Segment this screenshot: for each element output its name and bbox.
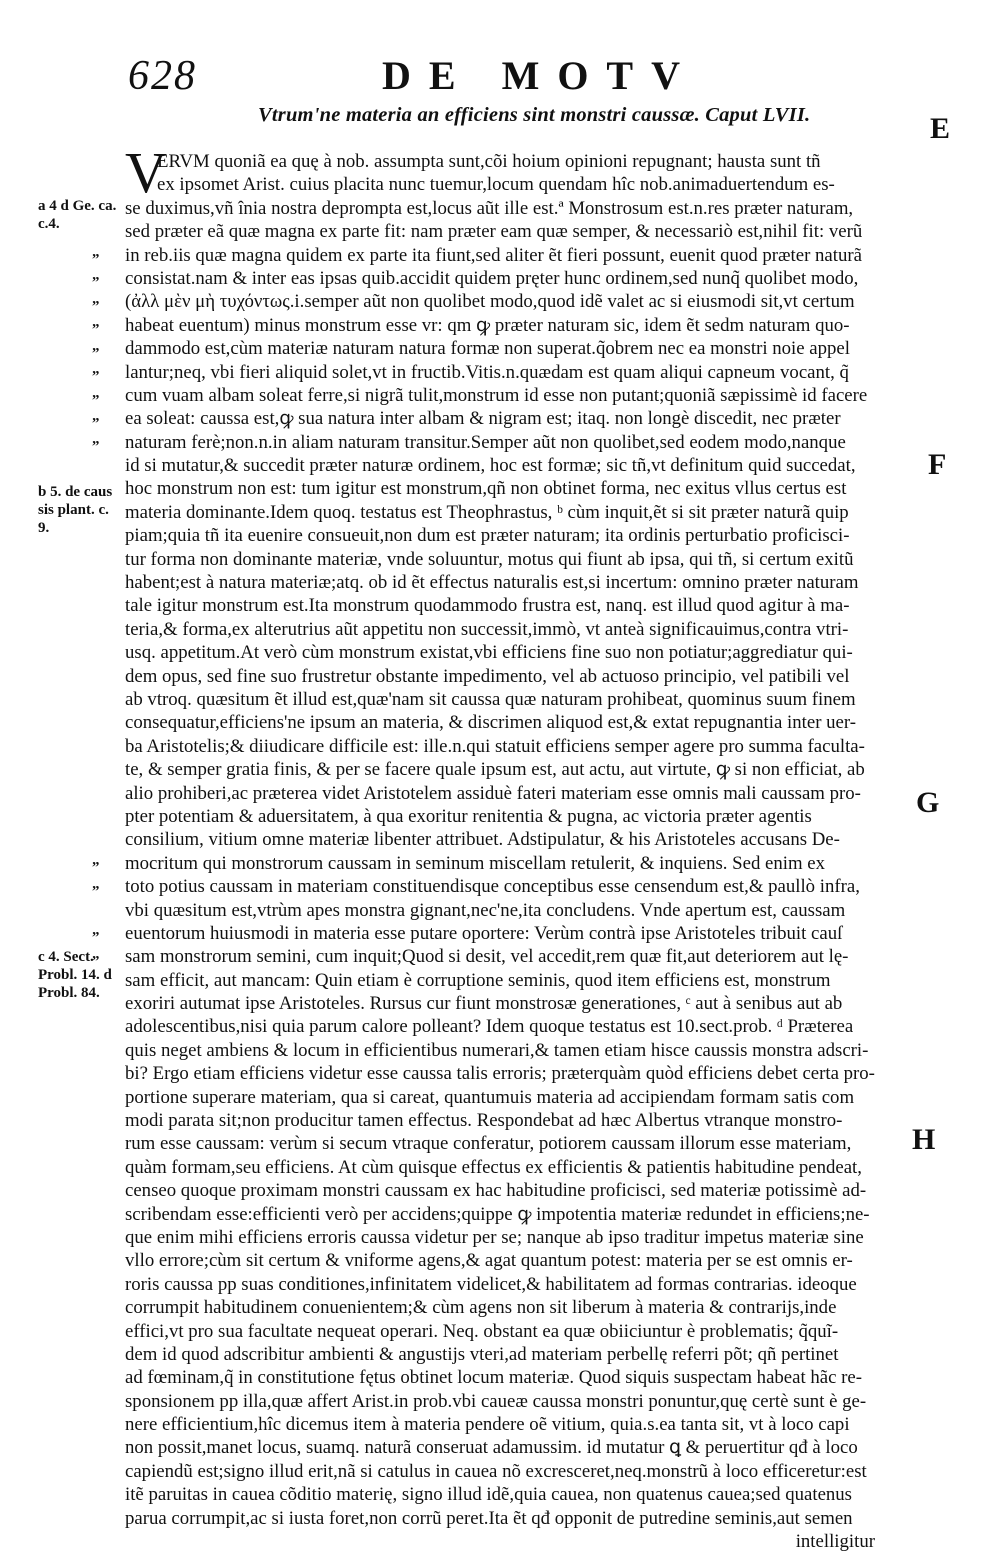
margin-note-c: c 4. Sect. Probl. 14. d Probl. 84. [38,949,112,1001]
text-line: sam monstrorum semini, cum inquit;Quod si desit, vel accedit,rem quæ fit,aut deteriorem aut lę- [125,946,849,968]
quote-mark: „ [92,922,100,938]
text-line: tale igitur monstrum est.Ita monstrum quodammodo frustra est, nanq. est illud quod agitur à ma- [125,595,850,617]
text-line: dem opus, sed fine suo frustretur obstante impedimento, vel ab actuoso principio, vel patibili vel [125,665,850,687]
text-line: cum vuam albam soleat ferre,si nigrã tulit,monstrum id esse non putant;quoniã sæpissimè id facere [125,384,868,406]
text-line: rum esse caussam: verùm si secum vtraque conferatur, potiorem caussam illorum esse materiam, [125,1133,852,1155]
quote-mark: „ [92,338,100,354]
text-line: non possit,manet locus, suamq. naturã conseruat adamussim. id mutatur ꝗ & peruertitur qđ à loco [125,1437,858,1459]
text-line: modi parata sit;non producitur tamen effectus. Respondebat ad hæc Albertus vtranque monstro- [125,1110,843,1132]
text-line: dem id quod adscribitur ambienti & angustijs vteri,ad materiam perbellę referri põt; qñ pertinet [125,1343,839,1365]
chapter-title: Vtrum'ne materia an efficiens sint monstri caussæ. Caput LVII. [258,104,811,126]
text-line: lantur;neq, vbi fieri aliquid solet,vt in fructib.Vitis.n.quædam est quam aliqui capneum vocant, q̃ [125,361,849,383]
text-line: euentorum huiusmodi in materia esse putare oportere: Verùm contrà ipse Aristoteles tribuit cauſ [125,922,843,944]
text-lines [125,140,915,1553]
quote-mark: „ [92,291,100,307]
text-line: ad fœminam,q̃ in constitutione fętus obtinet locum materiæ. Quod siquis suspectam habeat hãc re- [125,1367,862,1389]
quote-mark: „ [92,361,100,377]
text-line: toto potius caussam in materiam constituendisque conceptibus esse censendum est,& paullò infra, [125,876,860,898]
text-line: consistat.nam & inter eas ipsas quib.accidit quidem pręter hunc ordinem,sed nunq̃ quolibet modo, [125,267,859,289]
text-line: ab vtroq. quæsitum ẽt illud est,quæ'nam sit caussa quæ naturam prohibeat, quominus suum finem [125,688,856,710]
text-line: nere efficientium,hîc dicemus item à materia pendere oẽ vitium, quia.s.ea tanta sit, vt à loco capi [125,1414,850,1436]
drop-cap: V [125,140,167,205]
text-line: ba Aristotelis;& diiudicare difficile est: ille.n.qui statuit efficiens semper agere pro summa faculta- [125,735,865,757]
text-line: adolescentibus,nisi quia parum calore polleant? Idem quoque testatus est 10.sect.prob. ᵈ Præterea [125,1016,854,1038]
text-line: pter potentiam & aduersitatem, à qua exoritur renitentia & pugna, ac victoria præter agentis [125,805,812,827]
quote-mark: „ [92,385,100,401]
text-line: que enim mihi efficiens erroris caussa videtur per se; nanque ab ipso traditur impetus materiæ sine [125,1226,864,1248]
text-line: in reb.iis quæ magna quidem ex parte ita fiunt,sed aliter ẽt fieri possunt, euenit quod præter naturã [125,244,862,266]
text-line: quàm formam,seu efficiens. At cùm quisque effectus ex efficientis & patientis habitudine pendeat, [125,1156,862,1178]
quote-mark: „ [92,408,100,424]
text-line: sed præter eã quæ magna ex parte fit: nam præter eam quæ semper, & necessariò est,nihil fit: verũ [125,221,863,243]
section-letter-e: E [930,112,951,145]
text-line: hoc monstrum non est: tum igitur est monstrum,qñ non obtinet forma, nec exitus vllus certus est [125,478,847,500]
text-line: itẽ paruitas in cauea cõditio materię, signo illud idẽ,quia cauea, non quatenus cauea;sed quatenus [125,1484,852,1506]
text-line: sponsionem pp illa,quæ affert Arist.in prob.vbi caueæ caussa monstri ponuntur,quę certè sunt è ge- [125,1390,867,1412]
text-line: habent;est à natura materiæ;atq. ob id ẽt effectus naturalis est,si incertum: omnino præter naturam [125,572,859,594]
text-line: ERVM quoniã ea quę à nob. assumpta sunt,cõi hoium opinioni repugnant; hausta sunt tñ [157,151,821,172]
section-letter-f: F [928,448,947,481]
text-line: consequatur,efficiens'ne ipsum an materia, & discrimen aliquod est,& extat repugnantia inter uer- [125,712,857,734]
text-line: piam;quia tñ ita euenire consueuit,non dum est præter naturam; ita ordinis perturbatio proficisci- [125,525,850,547]
quote-mark: „ [92,244,100,260]
text-line: (ἀλλ μὲν μὴ τυχόντως.i.semper aũt non quolibet modo,quod idẽ valet ac si eiusmodi sit,vt certum [125,291,855,313]
text-line: portione superare materiam, qua si careat, quantumuis materia ad accipiendam formam satis com [125,1086,855,1108]
text-line: parua corrumpit,ac si iusta foret,non corrũ peret.Ita ẽt qđ opponit de putredine seminis,aut semen [125,1507,853,1529]
body-text [125,140,915,1553]
margin-note-a: a 4 d Ge. ca. c.4. [38,198,117,232]
quote-mark: „ [92,876,100,892]
quote-mark: „ [92,267,100,283]
text-line: teria,& forma,ex alterutrius aũt appetitu non successit,immò, vt anteà significauimus,contra vtri- [125,618,849,640]
quote-mark: „ [92,431,100,447]
quote-mark: „ [92,946,100,962]
text-line: naturam ferè;non.n.in aliam naturam transitur.Semper aũt non quolibet,sed eodem modo,nanque [125,431,846,453]
quote-mark: „ [92,852,100,868]
text-line: tur forma non dominante materiæ, vnde soluuntur, motus qui fiunt ab ipsa, qui tñ, si certum exitũ [125,548,854,570]
page-number: 628 [128,53,197,99]
text-line: effici,vt pro sua facultate nequeat operari. Neq. obstant ea quæ obiiciuntur è problematis; q̃quĩ- [125,1320,839,1342]
text-line: materia dominante.Idem quoq. testatus est Theophrastus, ᵇ cùm inquit,ẽt si sit præter naturã quip [125,501,849,523]
text-line: vllo errore;cùm sit certum & vniforme agens,& agat quantum potest: materia per se est omnis er- [125,1250,853,1272]
text-line: intelligitur [795,1531,875,1553]
text-line: usq. appetitum.At verò cùm monstrum existat,vbi efficiens fine suo non potiatur;aggrediatur qui- [125,642,853,664]
text-line: habeat euentum) minus monstrum esse vr: qm ꝙ præter naturam sic, idem ẽt sedm naturam quo- [125,314,850,336]
text-line: ea soleat: caussa est,ꝙ sua natura inter albam & nigram est; itaq. non longè discedit, nec præter [125,408,841,430]
text-line: se duximus,vñ înia nostra deprompta est,locus aũt ille est.ª Monstrosum est.n.res præter naturam, [125,197,854,219]
text-line: censeo quoque proximam monstri caussam ex hac habitudine proficisci, sed materiæ potissimè ad- [125,1180,867,1202]
text-line: id si mutatur,& succedit præter naturæ ordinem, hoc est formæ; sic tñ,vt definitum quid succedat, [125,455,856,477]
text-line: sam efficit, aut mancam: Quin etiam è corruptione seminis, quod item efficiens est, monstrum [125,969,831,991]
margin-note-b: b 5. de caus sis plant. c. 9. [38,484,113,536]
text-line: ex ipsomet Arist. cuius placita nunc tuemur,locum quendam hîc nob.animaduertendum es- [157,174,835,196]
text-line: te, & semper gratia finis, & per se facere quale ipsum est, aut actu, aut virtute, ꝙ si non efficiat, ab [125,759,865,781]
quote-mark: „ [92,314,100,330]
text-line: vbi quæsitum est,vtrùm apes monstra gignant,nec'ne,ita concludens. Vnde apertum est, caussam [125,899,846,921]
text-line: roris caussa pp suas conditiones,infinitatem videlicet,& habilitatem ad formas contrarias. ideoque [125,1273,857,1295]
text-line: scribendam esse:efficienti verò per accidens;quippe ꝙ impotentia materiæ redundet in efficiens;ne- [125,1203,870,1225]
text-line: exoriri autumat ipse Aristoteles. Rursus cur fiunt monstrosæ generationes, ᶜ aut à senibus aut ab [125,993,843,1015]
text-line: alio prohiberi,ac præterea videt Aristotelem assiduè fateri materiam esse omnis mali caussam pro- [125,782,861,804]
running-head: DE MOTV [382,53,698,98]
text-line: capiendũ est;signo illud erit,nã si catulus in cauea nõ excresceret,neq.monstrũ à loco efficeretur:est [125,1460,867,1482]
text-line: corrumpit habitudinem conuenientem;& cùm agens non sit liberum à materia & contrarijs,inde [125,1297,837,1319]
text-line: dammodo est,cùm materiæ naturam natura formæ non superat.q̃obrem nec ea monstri noie appel [125,338,850,360]
text-line: quis neget ambiens & locum in efficientibus numerari,& tamen etiam hisce caussis monstra adscri- [125,1039,869,1061]
text-line: bi? Ergo etiam efficiens videtur esse caussa talis erroris; præterquàm quòd efficiens debet certa pro- [125,1063,875,1085]
section-letter-h: H [912,1123,936,1156]
text-line: mocritum qui monstrorum caussam in seminum miscellam retulerit, & inquiens. Sed enim ex [125,852,826,874]
section-letter-g: G [916,786,940,819]
text-line: consilium, vitium omne materiæ libenter attribuet. Adstipulatur, & his Aristoteles accusans De- [125,829,840,851]
